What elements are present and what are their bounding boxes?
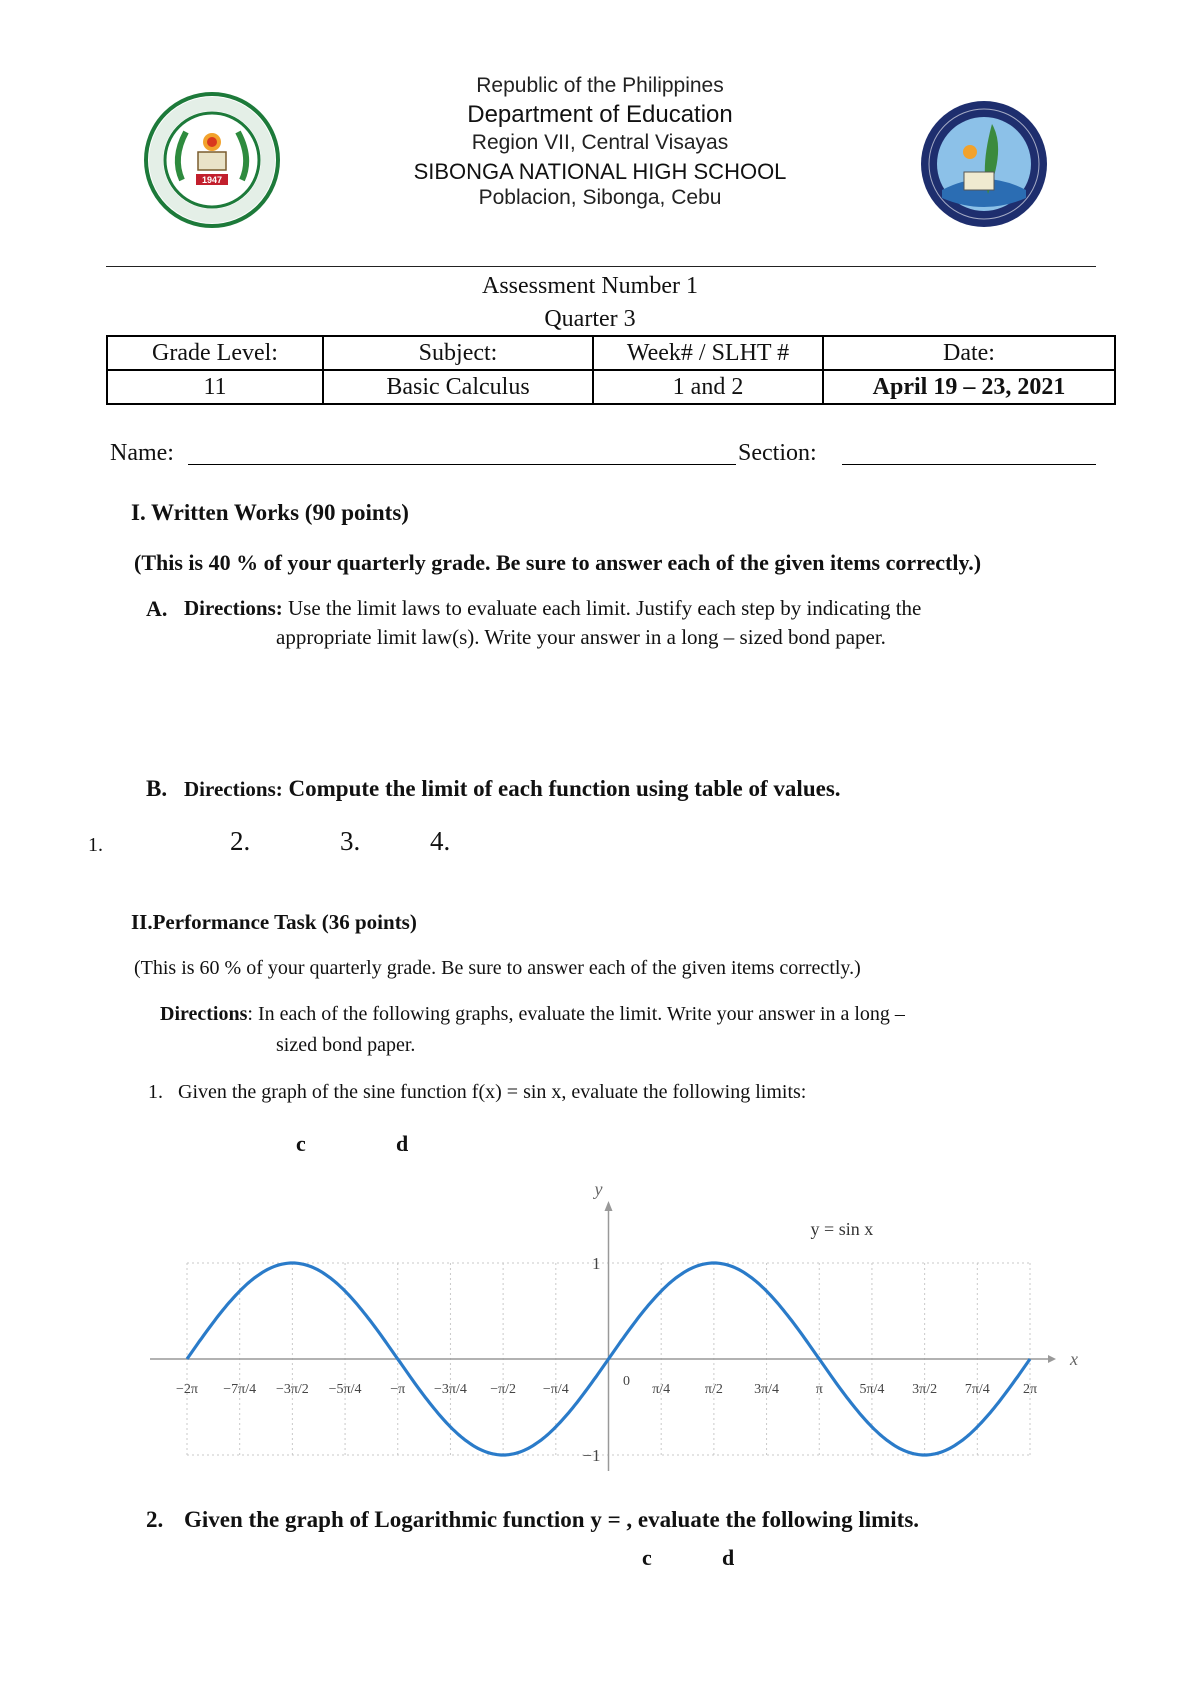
q1-label-c: c: [296, 1131, 306, 1156]
part2-directions: [160, 1003, 1120, 1026]
part1-a-directions-text-2: appropriate limit law(s). Write your answer in a long – sized bond paper.: [276, 625, 886, 649]
x-axis-label: x: [1070, 1349, 1078, 1369]
y-tick-label: −1: [582, 1446, 601, 1465]
logo-year: 1947: [201, 175, 223, 185]
part1-a-directions-text-1: Use the limit laws to evaluate each limit. Justify each step by indicating the: [282, 596, 922, 620]
section-label: Section:: [738, 440, 817, 466]
x-tick-label: −π/2: [490, 1382, 517, 1397]
part1-a-directions: [184, 596, 1084, 621]
part1-note: (This is 40 % of your quarterly grade. Be sure to answer each of the given items correctly.): [134, 550, 982, 575]
q2-label-c: c: [642, 1545, 652, 1570]
x-tick-label: 3π/4: [754, 1382, 780, 1397]
part2-heading-number: II.: [131, 910, 153, 934]
part2-question-2-text: Given the graph of Logarithmic function y = , evaluate the following limits.: [184, 1507, 920, 1532]
part2-note: (This is 60 % of your quarterly grade. Be sure to answer each of the given items correctly.): [134, 957, 861, 979]
x-tick-label: 0: [623, 1374, 630, 1389]
value-grade-level: 11: [107, 370, 323, 404]
part1-a-label: A.: [146, 596, 168, 621]
q1-label-d: d: [396, 1131, 409, 1156]
part1-item-3: 3.: [340, 826, 361, 856]
value-week: 1 and 2: [593, 370, 823, 404]
part2-directions-text-2: sized bond paper.: [276, 1034, 416, 1056]
info-table-value-row: [107, 370, 1115, 404]
quarter-label: Quarter 3: [544, 306, 636, 332]
header-school-name: SIBONGA NATIONAL HIGH SCHOOL: [413, 159, 787, 184]
x-tick-label: −2π: [176, 1382, 198, 1397]
x-tick-label: −5π/4: [328, 1382, 362, 1397]
part2-question-1: 1. Given the graph of the sine function f(x) = sin x, evaluate the following limits:: [148, 1081, 807, 1103]
y-tick-label: 1: [592, 1254, 601, 1273]
x-axis-arrow: [1048, 1355, 1056, 1363]
part1-item-1: 1.: [88, 834, 103, 856]
value-date: April 19 – 23, 2021: [823, 370, 1115, 404]
y-axis-arrow: [605, 1201, 613, 1211]
header-divider: [106, 266, 1096, 267]
x-tick-label: 2π: [1022, 1382, 1038, 1397]
x-tick-label: π/4: [652, 1382, 671, 1397]
part2-directions-text-1: : In each of the following graphs, evaluate the limit. Write your answer in a long –: [247, 1003, 905, 1025]
header-subject: Subject:: [323, 336, 593, 370]
name-field[interactable]: [188, 464, 736, 465]
info-table-header-row: [107, 336, 1115, 370]
y-axis-label: y: [594, 1179, 603, 1199]
x-tick-label: π/2: [704, 1382, 723, 1397]
x-tick-label: 5π/4: [859, 1382, 885, 1397]
x-tick-label: 7π/4: [964, 1382, 990, 1397]
header-address: Poblacion, Sibonga, Cebu: [478, 186, 722, 209]
sine-graph: [150, 1175, 1080, 1475]
part1-b-directions: [184, 776, 841, 802]
header-department: Department of Education: [467, 101, 733, 128]
x-tick-label: −π: [390, 1382, 406, 1397]
part2-directions-label: Directions: [160, 1003, 248, 1025]
assessment-title: Assessment Number 1: [482, 273, 698, 299]
part1-b-directions-label: Directions:: [184, 777, 283, 801]
value-subject: Basic Calculus: [323, 370, 593, 404]
info-table: [106, 335, 1116, 405]
x-tick-label: −3π/4: [434, 1382, 467, 1397]
part1-item-2: 2.: [230, 826, 251, 856]
x-tick-label: 3π/2: [912, 1382, 938, 1397]
header-region: Region VII, Central Visayas: [471, 131, 729, 154]
header-grade-level: Grade Level:: [107, 336, 323, 370]
curve-label: y = sin x: [810, 1219, 874, 1239]
header-republic: Republic of the Philippines: [476, 74, 724, 97]
part2-question-2-number: 2.: [146, 1507, 164, 1532]
x-tick-label: −π/4: [542, 1382, 569, 1397]
header-date: Date:: [823, 336, 1115, 370]
header-week: Week# / SLHT #: [593, 336, 823, 370]
section-field[interactable]: [842, 464, 1096, 465]
x-tick-label: π: [815, 1382, 823, 1397]
part1-item-4: 4.: [430, 826, 451, 856]
x-tick-label: −7π/4: [223, 1382, 257, 1397]
part2-heading: [131, 910, 417, 935]
part1-heading: I. Written Works (90 points): [131, 500, 409, 525]
part1-b-directions-text: Compute the limit of each function using table of values.: [282, 776, 841, 801]
x-tick-label: −3π/2: [275, 1382, 309, 1397]
part2-heading-text: Performance Task (36 points): [152, 910, 417, 934]
q2-label-d: d: [722, 1545, 735, 1570]
part1-a-directions-label: Directions:: [184, 596, 283, 620]
part1-b-label: B.: [146, 776, 168, 801]
name-label: Name:: [110, 440, 174, 466]
